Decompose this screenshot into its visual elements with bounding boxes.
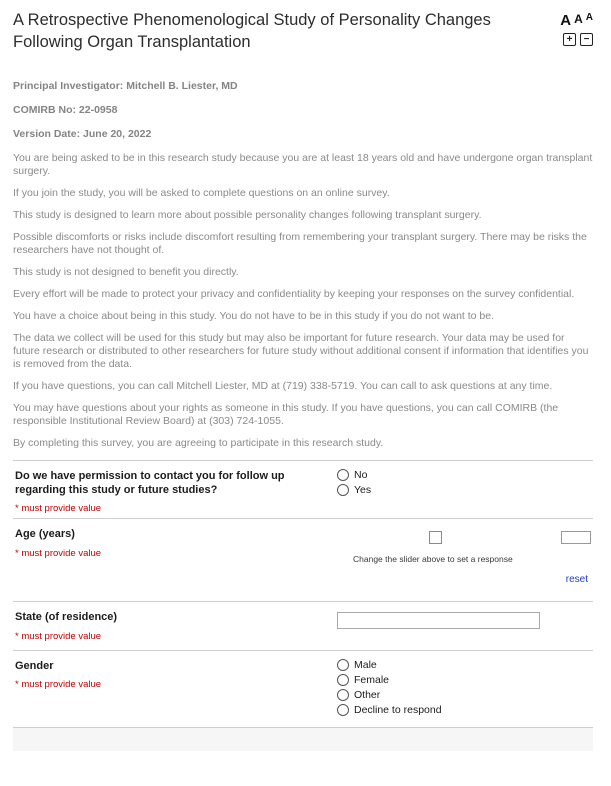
radio-label: Decline to respond [354,703,442,716]
question-list [13,460,593,751]
radio-button[interactable] [337,469,349,481]
radio-button[interactable] [337,674,349,686]
question-field-cell [337,527,591,591]
question-field-cell [337,610,591,641]
radio-button[interactable] [337,484,349,496]
radio-option-no[interactable] [337,469,591,481]
question-row-contact-permission [13,460,593,519]
intro-paragraph: You may have questions about your rights as someone in this study. If you have questions, you can call COMIRB (the responsible Institutional Review Board) at (303) 724-1055. [13,401,559,427]
age-slider [337,527,591,591]
question-label: Age (years) [15,528,75,541]
state-input[interactable] [337,612,540,629]
intro-paragraph: If you have questions, you can call Mitchell Liester, MD at (719) 338-5719. You can call to ask questions at any time. [13,379,553,392]
comirb-number-line: COMIRB No: 22-0958 [13,103,118,116]
radio-label: Female [354,673,390,686]
principal-investigator-line: Principal Investigator: Mitchell B. Liester, MD [13,79,238,92]
zoom-controls [560,33,593,46]
intro-paragraph: The data we collect will be used for this study but may also be important for future research. Your data may be used for future research or distributed to other researchers for future study without additional consent if information that identifies you is removed from the data. [13,331,589,370]
question-field-cell [337,659,591,719]
intro-paragraph: Every effort will be made to protect your privacy and confidentiality by keeping your responses on the survey confidential. [13,287,575,300]
question-label: State (of residence) [15,611,118,624]
question-row-state [13,601,593,649]
radio-label: Yes [354,483,372,496]
slider-handle[interactable] [429,531,442,544]
slider-value-box [561,531,591,544]
font-size-medium-button[interactable]: A [574,12,583,26]
version-date-line: Version Date: June 20, 2022 [13,127,152,140]
question-field-cell [337,469,591,515]
font-size-small-button[interactable]: A [585,12,593,23]
radio-option-yes[interactable] [337,484,591,496]
radio-option-other[interactable] [337,689,591,701]
intro-paragraph: By completing this survey, you are agreeing to participate in this research study. [13,436,384,449]
intro-paragraph: You have a choice about being in this study. You do not have to be in this study if you do not want to be. [13,309,495,322]
radio-button[interactable] [337,689,349,701]
font-size-controls [560,12,593,29]
radio-label: Other [354,688,381,701]
required-note: * must provide value [15,547,102,559]
zoom-out-icon[interactable]: − [580,33,593,46]
intro-paragraph: This study is not designed to benefit you directly. [13,265,239,278]
radio-button[interactable] [337,704,349,716]
radio-label: No [354,468,368,481]
question-label-cell [15,659,337,719]
required-note: * must provide value [15,679,102,691]
question-label-cell [15,527,337,591]
radio-button[interactable] [337,659,349,671]
radio-option-decline[interactable] [337,704,591,716]
zoom-in-icon[interactable]: + [563,33,576,46]
survey-header [13,10,593,54]
intro-paragraph: This study is designed to learn more about possible personality changes following transplant surgery. [13,208,482,221]
study-introduction [13,80,593,450]
display-controls [560,10,593,46]
radio-option-male[interactable] [337,659,591,671]
question-label: Gender [15,659,54,672]
slider-note: Change the slider above to set a response [353,554,513,565]
intro-paragraph: Possible discomforts or risks include discomfort resulting from remembering your transplant surgery. There may be risks the researchers have not thought of. [13,230,587,256]
radio-option-female[interactable] [337,674,591,686]
question-row-age [13,518,593,601]
next-question-row-partial [13,727,593,751]
page-title: A Retrospective Phenomenological Study of Personality Changes Following Organ Transplantation [13,11,491,51]
font-size-large-button[interactable]: A [560,12,572,29]
question-label-cell [15,610,337,641]
radio-label: Male [354,658,377,671]
question-label-cell [15,469,337,515]
intro-paragraph: If you join the study, you will be asked to complete questions on an online survey. [13,186,390,199]
required-note: * must provide value [15,630,102,642]
slider-reset-link[interactable]: reset [565,574,588,586]
question-row-gender [13,650,593,727]
question-label: Do we have permission to contact you for follow up regarding this study or future studies? [15,469,285,497]
intro-paragraph: You are being asked to be in this research study because you are at least 18 years old and have undergone organ transplant surgery. [13,151,593,177]
required-note: * must provide value [15,503,102,515]
